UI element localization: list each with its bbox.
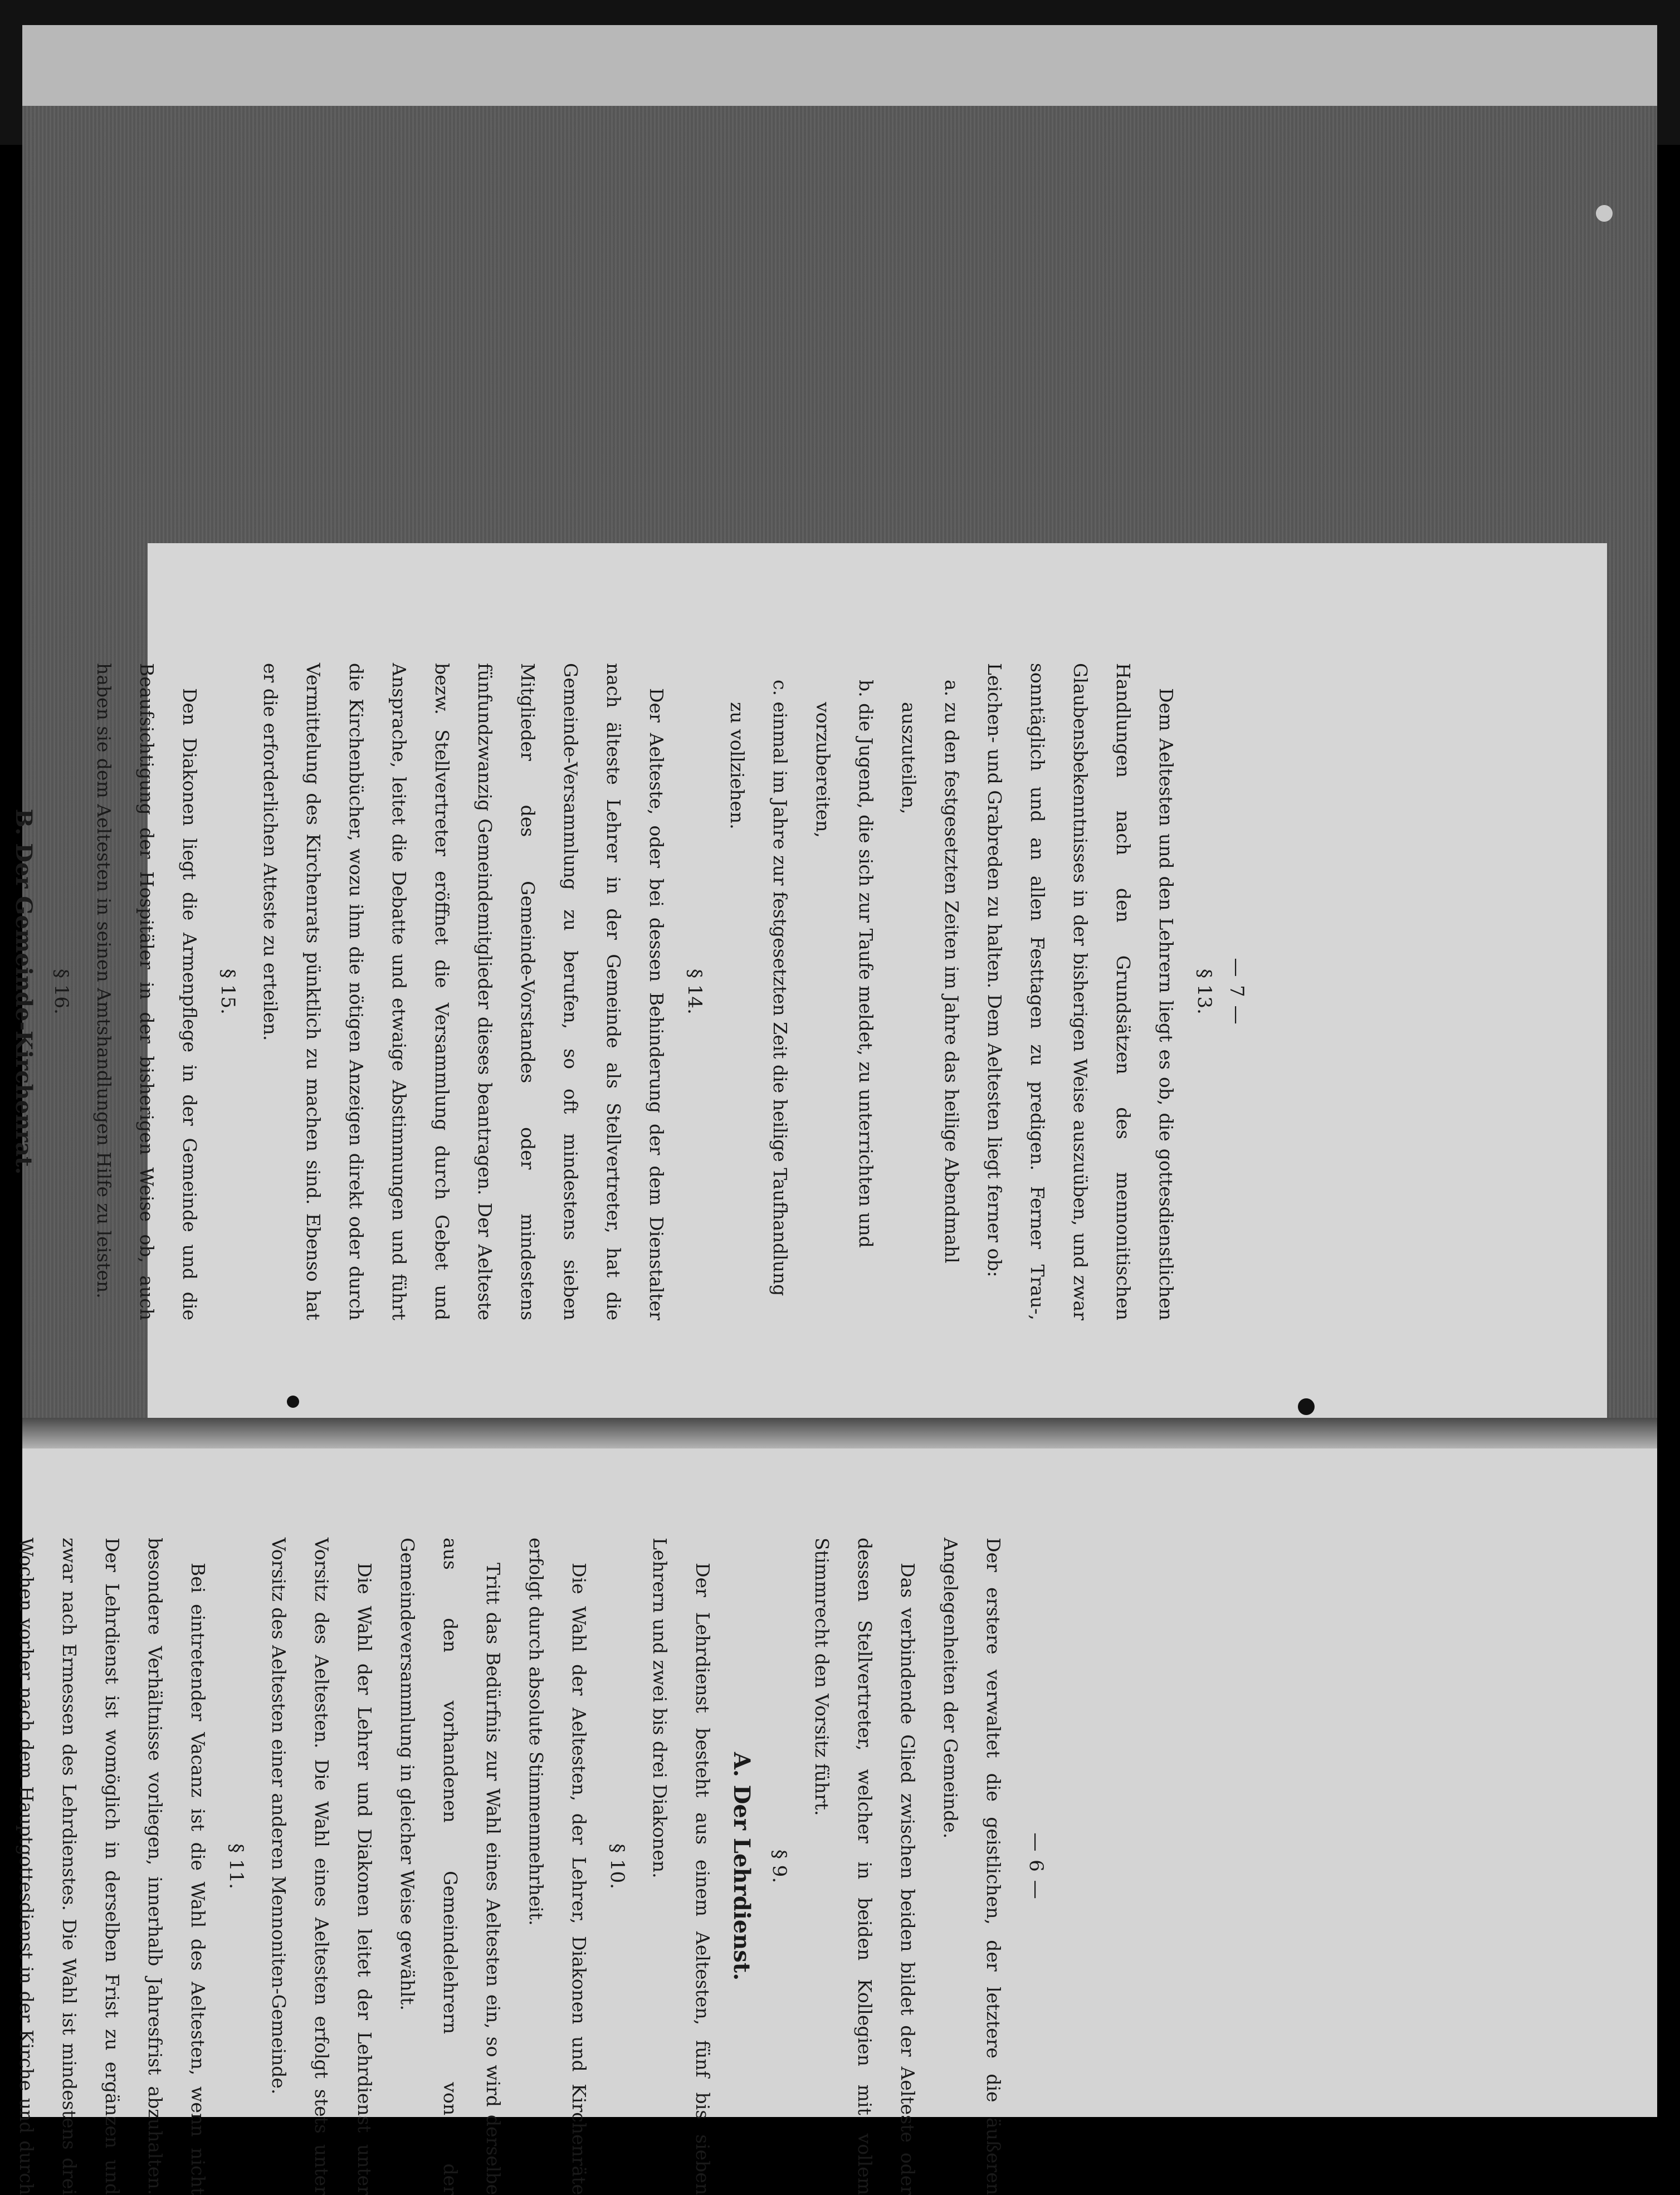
section-10-body: Die Wahl der Aeltesten, der Lehrer, Diakonen und Kirchenräte erfolgt durch absolute Stimmenmehrheit. (525, 1538, 590, 2195)
intro-paragraph: Das verbindende Glied zwischen beiden bildet der Aelteste oder dessen Stellvertreter, welcher in beiden Kollegien mit vollem Stimmrecht den Vorsitz führt. (811, 1538, 919, 2195)
section-10-body: Die Wahl der Lehrer und Diakonen leitet der Lehrdienst unter Vorsitz des Aeltesten. Die Wahl eines Aeltesten erfolgt stets unter Vorsitz des Aeltesten einer anderen Mennoniten-Gemeinde. (268, 1538, 375, 2195)
list-item: b. die Jugend, die sich zur Taufe meldet, zu unterrichten und vorzubereiten, (812, 680, 877, 1248)
binding-hole-mark (1298, 1398, 1315, 1415)
page-7-text (0, 663, 1248, 1320)
list-item: c. einmal im Jahre zur festgesetzten Zeit die heilige Taufhandlung zu vollziehen. (726, 680, 791, 1296)
section-14-body: Der Aelteste, oder bei dessen Behinderung der dem Dienstalter nach älteste Lehrer in der Gemeinde als Stellvertreter, hat die Gemeinde-Versammlung zu berufen, so oft mindestens sieben Mitglieder des Gemeinde-Vorstandes oder mindestens fünfundzwanzig Gemeindemitglieder dieses beantragen. Der Aelteste bezw. Stellvertreter eröffnet die Versammlung durch Gebet und Ansprache, leitet die Debatte und etwaige Abstimmungen und führt die Kirchenbücher, wozu ihm die nötigen Anzeigen direkt oder durch Vermittelung des Kirchenrats pünktlich zu machen sind. Ebenso hat er die erforderlichen Atteste zu erteilen. (260, 663, 667, 1320)
section-10-title: § 10. (606, 1843, 628, 1889)
section-13-body: Dem Aeltesten und den Lehrern liegt es ob, die gottesdienstlichen Handlungen nach den Grundsätzen des mennonitischen Glaubensbekenntnisses in der bisherigen Weise auszuüben, und zwar sonntäglich und an allen Festtagen zu predigen. Ferner Trau-, Leichen- und Grabreden zu halten. Dem Aeltesten liegt ferner ob: (984, 663, 1177, 1320)
page-fold (22, 1418, 1657, 1451)
binding-hole-mark (287, 1396, 299, 1408)
section-9-title: § 9. (768, 1849, 790, 1884)
page-6-text (0, 1538, 1047, 2195)
section-11-body: Bei eintretender Vacanz ist die Wahl des Aeltesten, wenn nicht besondere Verhältnisse vorliegen, innerhalb Jahresfrist abzuhalten. Der Lehrdienst ist womöglich in derselben Frist zu ergänzen und zwar nach Ermessen des Lehrdienstes. Die Wahl ist mindestens drei Wochen vorher nach dem Hauptgottesdienst in der Kirche und durch (16, 1538, 209, 2195)
stain-mark (1596, 205, 1613, 222)
section-15-body: Den Diakonen liegt die Armenpflege in der Gemeinde und die Beaufsichtigung der Hospitäler in der bisherigen Weise ob, auch haben sie dem Aeltesten in seinen Amtshandlungen Hilfe zu leisten. (93, 663, 201, 1320)
section-11-title: § 11. (225, 1843, 247, 1889)
list-item: a. zu den festgesetzten Zeiten im Jahre das heilige Abendmahl auszuteilen, (898, 680, 963, 1264)
section-16-title: § 16. (50, 969, 72, 1014)
section-10-body: Tritt das Bedürfnis zur Wahl eines Aeltesten ein, so wird derselbe aus den vorhandenen Gemeindelehrern von der Gemeindeversammlung in gleicher Weise gewählt. (397, 1538, 504, 2195)
section-15-title: § 15. (217, 969, 239, 1014)
section-heading: B. Der Gemeinde-Kirchenrat. (11, 808, 37, 1175)
section-9-body: Der Lehrdienst besteht aus einem Aeltesten, fünf bis sieben Lehrern und zwei bis drei Diakonen. (649, 1538, 714, 2195)
section-16-body (0, 663, 6, 1320)
page-number: — 7 — (1225, 958, 1248, 1026)
page-top-edge (22, 25, 1657, 109)
page-number: — 6 — (1025, 1832, 1047, 1900)
section-14-title: § 14. (683, 969, 706, 1014)
section-13-title: § 13. (1193, 969, 1215, 1014)
section-heading: A. Der Lehrdienst. (729, 1752, 755, 1981)
intro-paragraph: Der erstere verwaltet die geistlichen, der letztere die äußeren Angelegenheiten der Gemeinde. (940, 1538, 1004, 2195)
